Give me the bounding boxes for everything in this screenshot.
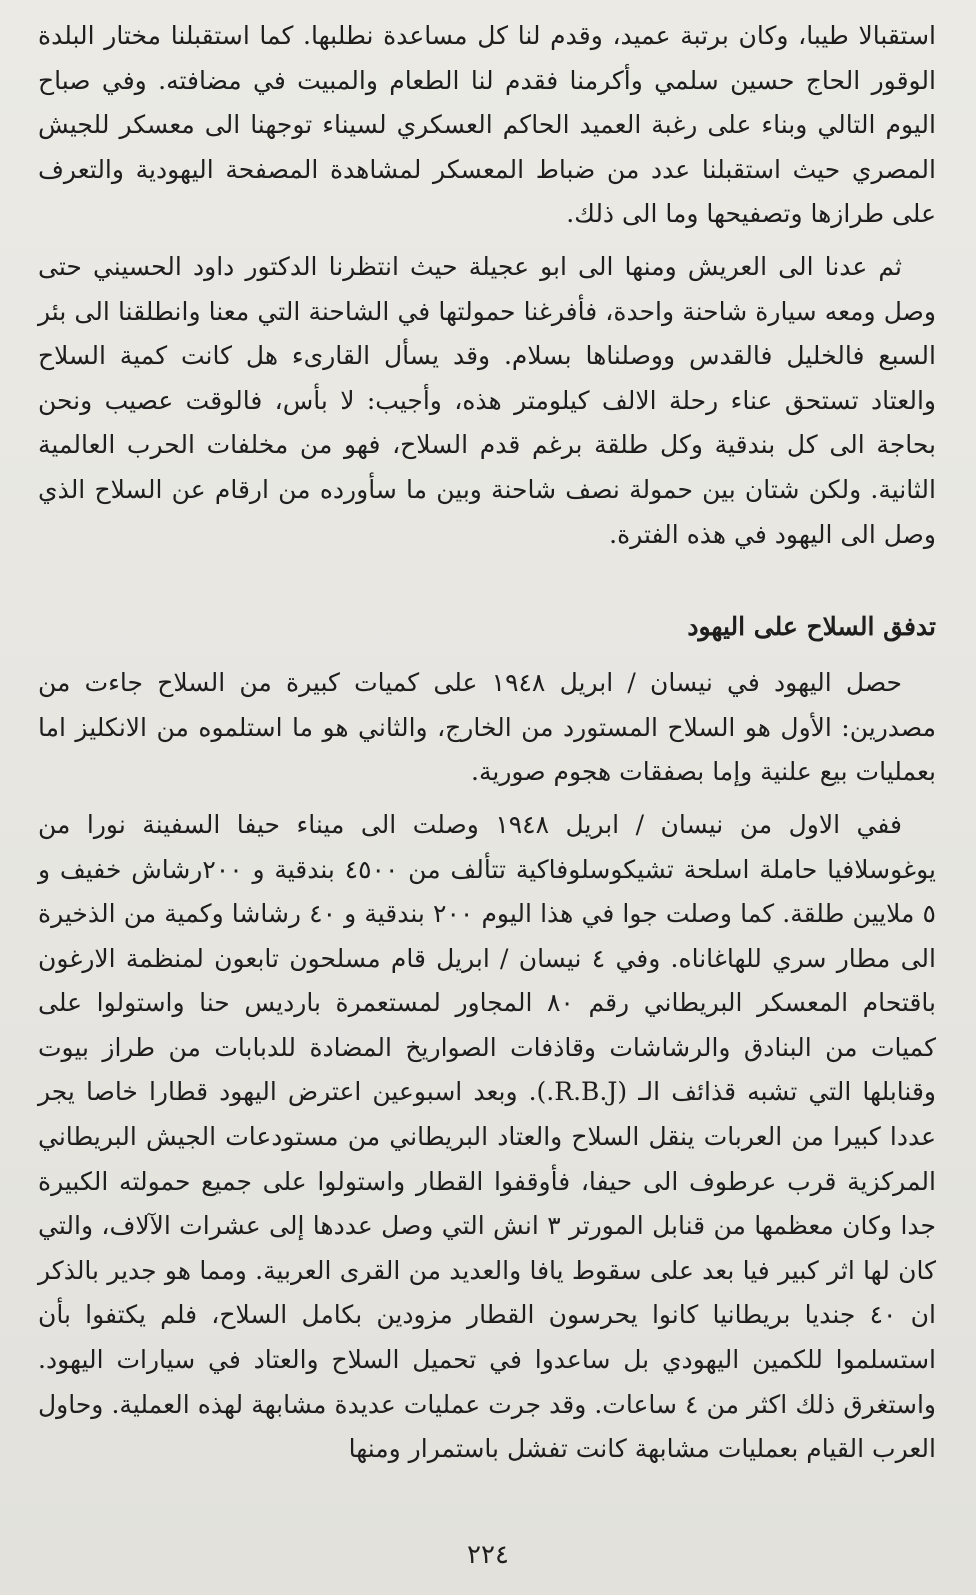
- page-number: ٢٢٤: [467, 1540, 509, 1570]
- paragraph-two-sources: حصل اليهود في نيسان / ابريل ١٩٤٨ على كميات كبيرة من السلاح جاءت من مصدرين: الأول هو السلاح المستورد من الخارج، والثاني هو ما استلموه من الانكليز اما بعمليات بيع علنية وإما بصفقات هجوم صورية.: [38, 668, 936, 787]
- paragraph-arrival-sinai: استقبالا طيبا، وكان برتبة عميد، وقدم لنا كل مساعدة نطلبها. كما استقبلنا مختار البلدة الوقور الحاج حسين سلمي وأكرمنا فقدم لنا الطعام والمبيت في مضافته. وفي صباح اليوم التالي وبناء على رغبة العميد الحاكم العسكري لسيناء توجهنا الى معسكر للجيش المصري حيث استقبلنا عدد من ضباط المعسكر لمشاهدة المصفحة اليهودية والتعرف على طرازها وتصفيحها وما الى ذلك.: [38, 21, 936, 229]
- paragraph-return-arish: ثم عدنا الى العريش ومنها الى ابو عجيلة حيث انتظرنا الدكتور داود الحسيني حتى وصل ومعه سيارة شاحنة واحدة، فأفرغنا حمولتها في الشاحنة التي معنا وانطلقنا الى بئر السبع فالخليل فالقدس ووصلناها بسلام. وقد يسأل القارىء هل كانت كمية السلاح والعتاد تستحق عناء رحلة الالف كيلومتر هذه، وأجيب: لا بأس، فالوقت عصيب ونحن بحاجة الى كل بندقية وكل طلقة برغم قدم السلاح، فهو من مخلفات الحرب العالمية الثانية. ولكن شتان بين حمولة نصف شاحنة وبين ما سأورده من ارقام عن السلاح الذي وصل الى اليهود في هذه الفترة.: [38, 251, 936, 549]
- section-heading: تدفق السلاح على اليهود: [687, 612, 936, 642]
- paragraph-arms-shipments: ففي الاول من نيسان / ابريل ١٩٤٨ وصلت الى ميناء حيفا السفينة نورا من يوغوسلافيا حاملة اسلحة تشيكوسلوفاكية تتألف من ٤٥٠٠ بندقية و ٢٠٠رشاش خفيف و ٥ ملايين طلقة. كما وصلت جوا في هذا اليوم ٢٠٠ بندقية و ٤٠ رشاشا وكمية من الذخيرة الى مطار سري للهاغاناه. وفي ٤ نيسان / ابريل قام مسلحون تابعون لمنظمة الارغون باقتحام المعسكر البريطاني رقم ٨٠ المجاور لمستعمرة بارديس حنا واستولوا على كميات من البنادق والرشاشات وقاذفات الصواريخ المضادة للدبابات من طراز بيوت وقنابلها التي تشبه قذائف الـ (R.B.J.). وبعد اسبوعين اعترض اليهود قطارا خاصا يجر عددا كبيرا من العربات ينقل السلاح والعتاد البريطاني من مستودعات الجيش البريطاني المركزية قرب عرطوف الى حيفا، فأوقفوا القطار واستولوا على جميع حمولته الكبيرة جدا وكان معظمها من قنابل المورتر ٣ انش التي وصل عددها إلى عشرات الآلاف، والتي كان لها اثر كبير فيا بعد على سقوط يافا والعديد من القرى العربية. ومما هو جدير بالذكر ان ٤٠ جنديا بريطانيا كانوا يحرسون القطار مزودين بكامل السلاح، فلم يكتفوا بأن استسلموا للكمين اليهودي بل ساعدوا في تحميل السلاح والعتاد في سيارات اليهود. واستغرق ذلك اكثر من ٤ ساعات. وقد جرت عمليات عديدة مشابهة لهذه العملية. وحاول العرب القيام بعمليات مشابهة كانت تفشل باستمرار ومنها: [38, 809, 937, 1464]
